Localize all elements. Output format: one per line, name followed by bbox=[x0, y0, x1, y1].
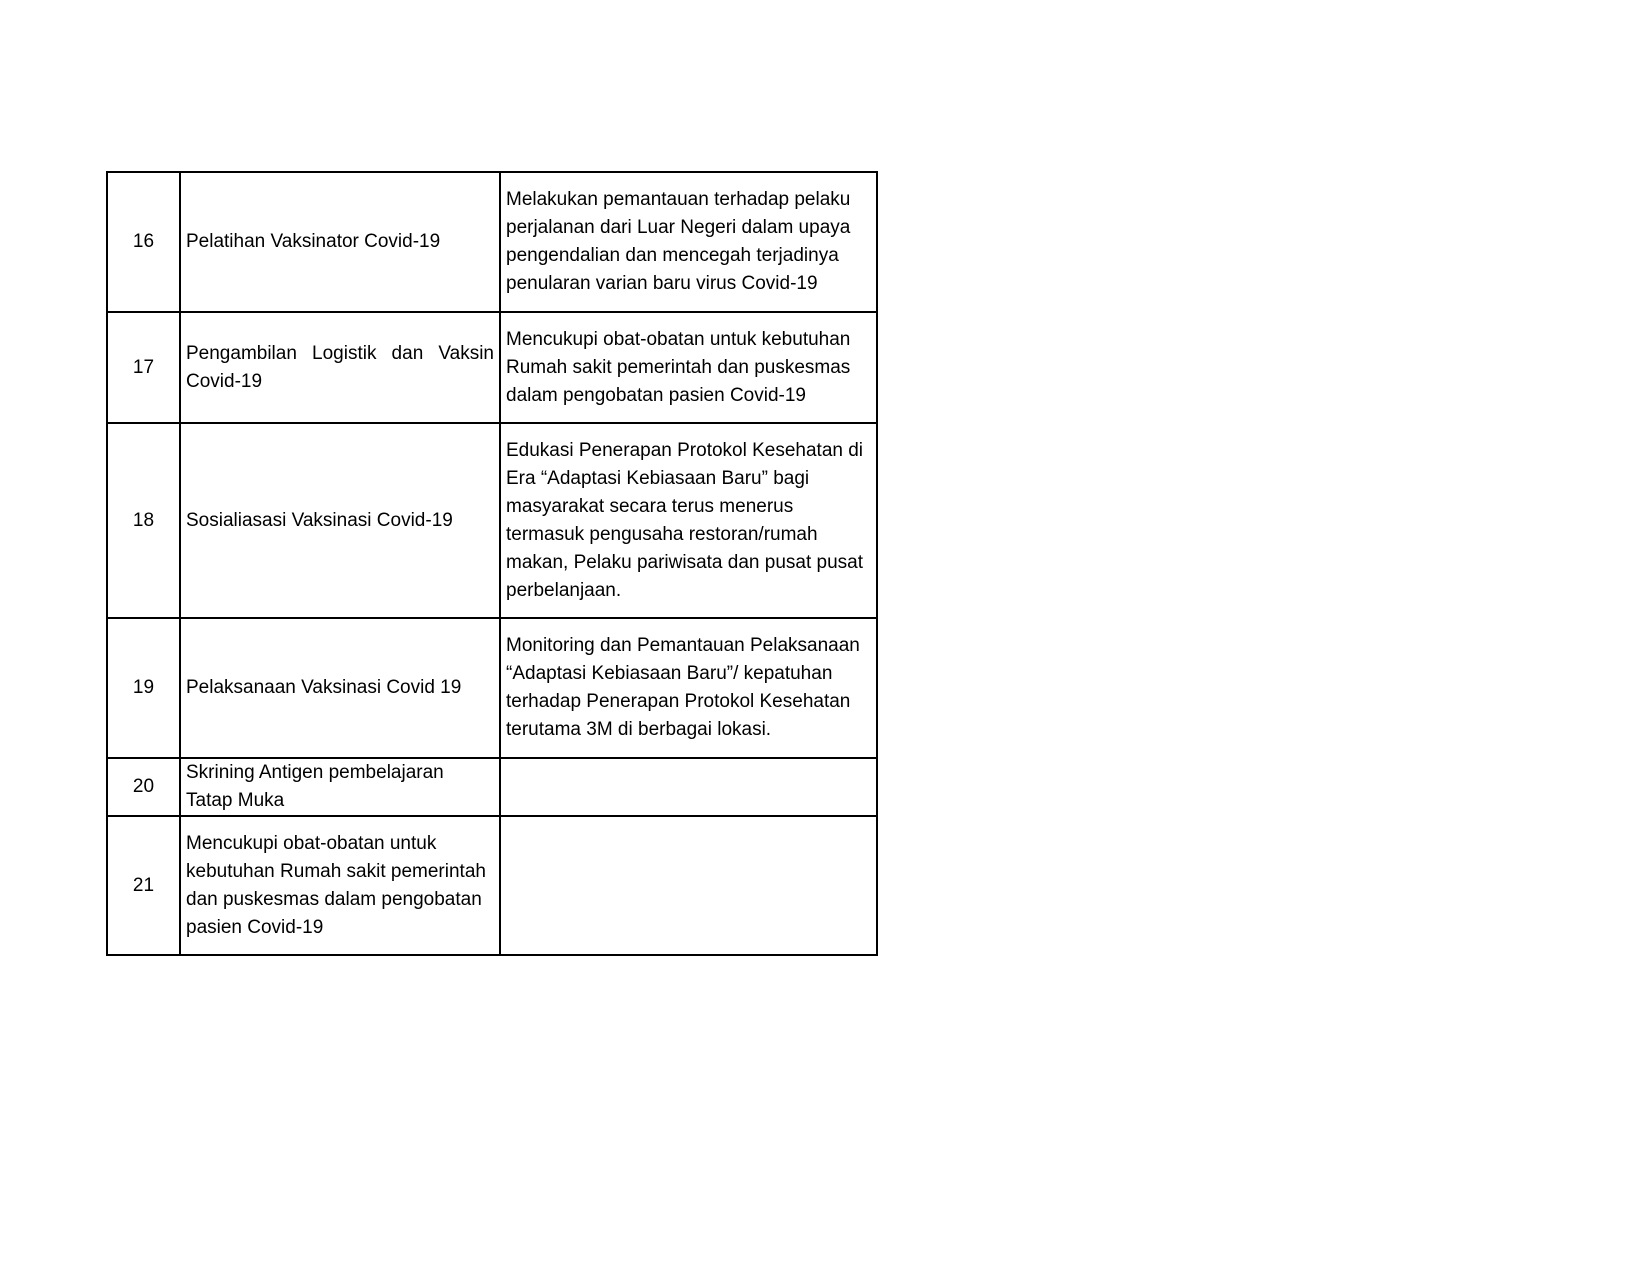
description-cell bbox=[500, 816, 877, 955]
description-cell: Monitoring dan Pemantauan Pelaksanaan “Adaptasi Kebiasaan Baru”/ kepatuhan terhadap Penerapan Protokol Kesehatan terutama 3M di berbagai lokasi. bbox=[500, 618, 877, 758]
table-row bbox=[107, 758, 877, 816]
table-row bbox=[107, 816, 877, 955]
description-cell bbox=[500, 758, 877, 816]
activity-cell: Pengambilan Logistik dan Vaksin Covid-19 bbox=[180, 312, 500, 423]
activity-cell: Pelatihan Vaksinator Covid-19 bbox=[180, 172, 500, 312]
activity-cell: Mencukupi obat-obatan untuk kebutuhan Rumah sakit pemerintah dan puskesmas dalam pengobatan pasien Covid-19 bbox=[180, 816, 500, 955]
description-cell: Edukasi Penerapan Protokol Kesehatan di Era “Adaptasi Kebiasaan Baru” bagi masyarakat secara terus menerus termasuk pengusaha restoran/rumah makan, Pelaku pariwisata dan pusat pusat perbelanjaan. bbox=[500, 423, 877, 618]
activity-cell: Pelaksanaan Vaksinasi Covid 19 bbox=[180, 618, 500, 758]
row-number-cell: 21 bbox=[107, 816, 180, 955]
row-number-cell: 18 bbox=[107, 423, 180, 618]
activity-cell: Sosialiasasi Vaksinasi Covid-19 bbox=[180, 423, 500, 618]
description-cell: Melakukan pemantauan terhadap pelaku perjalanan dari Luar Negeri dalam upaya pengendalian dan mencegah terjadinya penularan varian baru virus Covid-19 bbox=[500, 172, 877, 312]
description-cell: Mencukupi obat-obatan untuk kebutuhan Rumah sakit pemerintah dan puskesmas dalam pengobatan pasien Covid-19 bbox=[500, 312, 877, 423]
row-number-cell: 19 bbox=[107, 618, 180, 758]
table-row bbox=[107, 312, 877, 423]
row-number-cell: 17 bbox=[107, 312, 180, 423]
table-row bbox=[107, 618, 877, 758]
activity-table bbox=[106, 171, 878, 956]
activity-cell: Skrining Antigen pembelajaran Tatap Muka bbox=[180, 758, 500, 816]
row-number-cell: 20 bbox=[107, 758, 180, 816]
table-row bbox=[107, 172, 877, 312]
row-number-cell: 16 bbox=[107, 172, 180, 312]
table-row bbox=[107, 423, 877, 618]
